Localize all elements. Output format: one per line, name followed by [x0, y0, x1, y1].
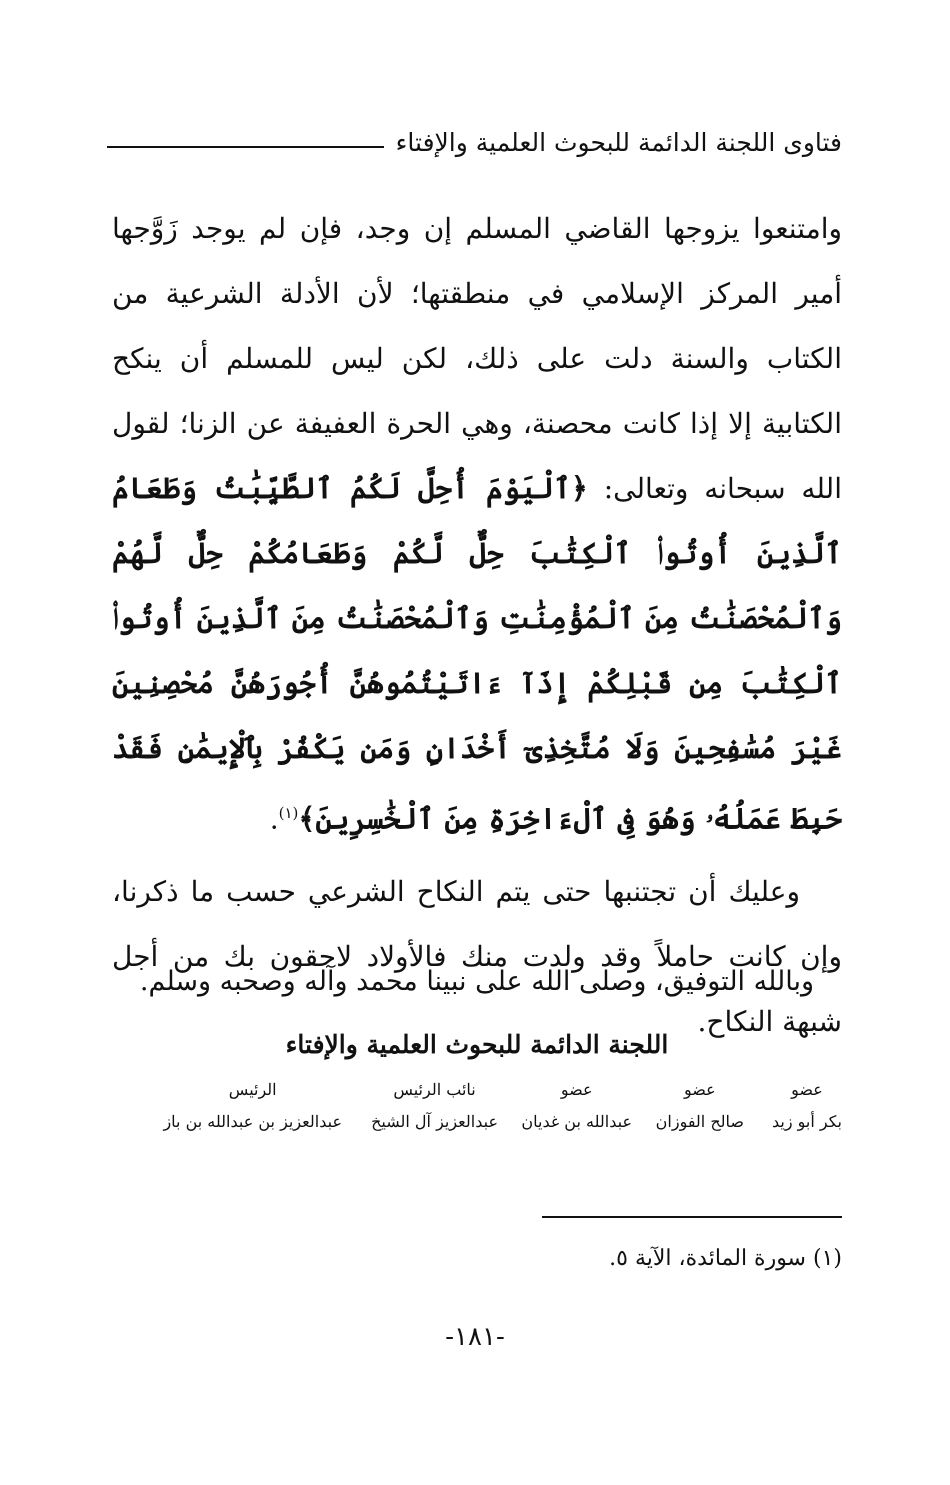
footnote-rule — [542, 1216, 842, 1218]
signatory-role: نائب الرئيس — [393, 1080, 476, 1099]
signatory-role: عضو — [791, 1080, 823, 1099]
signatory-role: عضو — [560, 1080, 593, 1099]
page-number: -١٨١- — [445, 1322, 505, 1352]
committee-title: اللجنة الدائمة للبحوث العلمية والإفتاء — [285, 1030, 669, 1059]
paragraph-1 — [112, 196, 842, 851]
running-header-title: فتاوى اللجنة الدائمة للبحوث العلمية والإفتاء — [395, 128, 842, 157]
signatory-2 — [656, 1080, 744, 1131]
signatory-role: الرئيس — [228, 1080, 277, 1099]
signatory-3 — [521, 1080, 632, 1131]
signatory-5 — [163, 1080, 342, 1131]
signatory-name: عبدالعزيز آل الشيخ — [371, 1112, 498, 1131]
body-text — [112, 196, 842, 1054]
footnote: (١) سورة المائدة، الآية ٥. — [609, 1246, 842, 1271]
running-header — [107, 128, 842, 157]
closing-line: وبالله التوفيق، وصلى الله على نبينا محمد وآله وصحبه وسلم. — [139, 966, 815, 997]
paragraph-1-text: وامتنعوا يزوجها القاضي المسلم إن وجد، فإن لم يوجد زَوَّجها أمير المركز الإسلامي في منطقتها؛ لأن الأدلة الشرعية من الكتاب والسنة دلت على ذلك، لكن ليس للمسلم أن ينكح الكتابية إلا إذا كانت محصنة، وهي الحرة العفيفة عن الزنا؛ لقول الله سبحانه وتعالى: — [112, 212, 842, 505]
signatory-role: عضو — [683, 1080, 716, 1099]
quran-verse: ﴿ٱلْيَوْمَ أُحِلَّ لَكُمُ ٱلطَّيِّبَٰتُ وَطَعَامُ ٱلَّذِينَ أُوتُوا۟ ٱلْكِتَٰبَ حِلٌّ لَّكُمْ وَطَعَامُكُمْ حِلٌّ لَّهُمْ وَٱلْمُحْصَنَٰتُ مِنَ ٱلْمُؤْمِنَٰتِ وَٱلْمُحْصَنَٰتُ مِنَ ٱلَّذِينَ أُوتُوا۟ ٱلْكِتَٰبَ مِن قَبْلِكُمْ إِذَآ ءَاتَيْتُمُوهُنَّ أُجُورَهُنَّ مُحْصِنِينَ غَيْرَ مُسَٰفِحِينَ وَلَا مُتَّخِذِىٓ أَخْدَانٍ وَمَن يَكْفُرْ بِٱلْإِيمَٰنِ فَقَدْ حَبِطَ عَمَلُهُۥ وَهُوَ فِى ٱلْءَاخِرَةِ مِنَ ٱلْخَٰسِرِينَ﴾ — [112, 471, 842, 836]
signatories-row — [112, 1080, 842, 1150]
signatory-1 — [772, 1080, 842, 1131]
signatory-name: صالح الفوزان — [655, 1112, 744, 1131]
signatory-4 — [371, 1080, 498, 1131]
signatory-name: عبدالله بن غديان — [521, 1112, 632, 1131]
footnote-reference: (١) — [278, 804, 299, 822]
paragraph-2: وعليك أن تجتنبها حتى يتم النكاح الشرعي حسب ما ذكرنا، وإن كانت حاملاً وقد ولدت منك فالأولاد لاحقون بك من أجل شبهة النكاح. — [112, 875, 842, 1039]
signatory-name: بكر أبو زيد — [771, 1112, 842, 1131]
paragraph-1-end: . — [269, 802, 279, 836]
signatory-name: عبدالعزيز بن عبدالله بن باز — [163, 1112, 342, 1131]
header-rule — [107, 146, 384, 148]
